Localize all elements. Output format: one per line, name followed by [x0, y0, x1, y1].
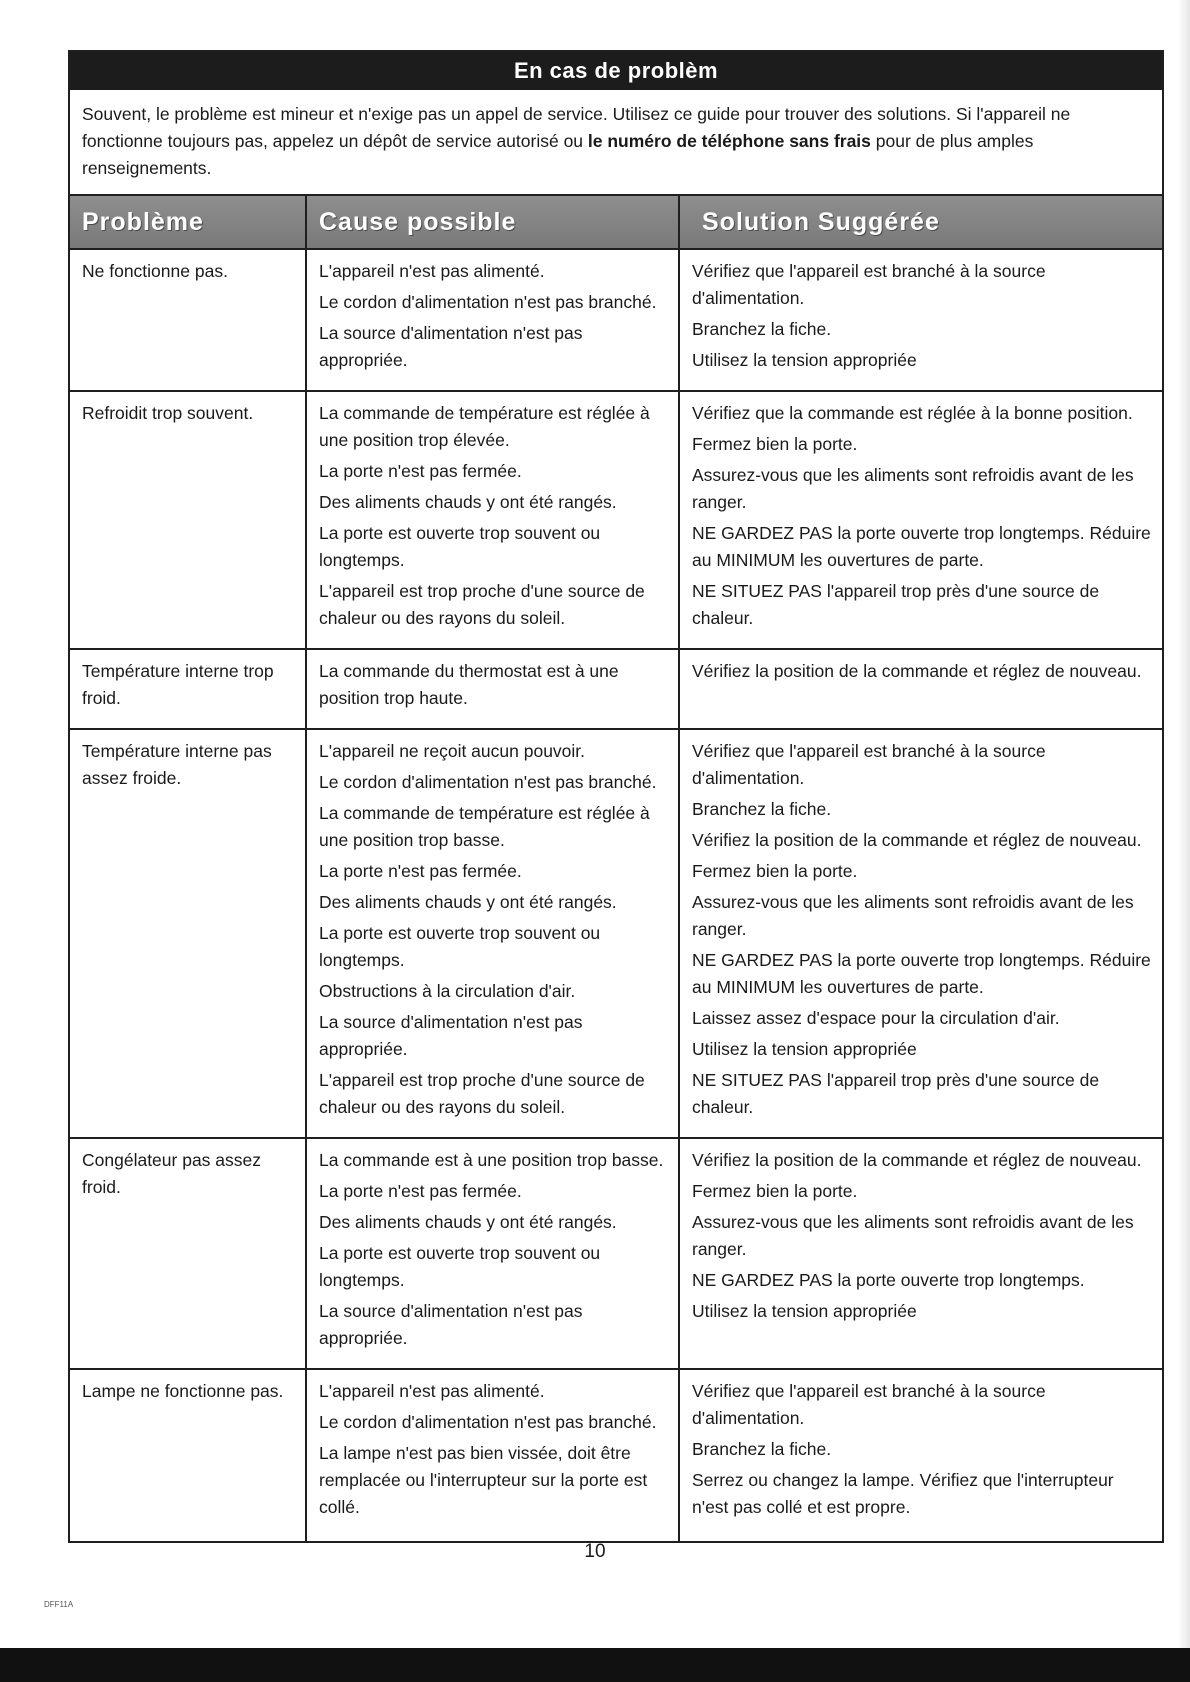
solution-item: Assurez-vous que les aliments sont refroidis avant de les ranger. — [692, 1212, 1134, 1259]
troubleshooting-panel — [68, 50, 1164, 1543]
solution-item: NE GARDEZ PAS la porte ouverte trop longtemps. Réduire au MINIMUM les ouvertures de parte. — [692, 523, 1151, 570]
solution-item: Serrez ou changez la lampe. Vérifiez que l'interrupteur n'est pas collé et est propre. — [692, 1470, 1114, 1517]
cause-item: La commande de température est réglée à une position trop élevée. — [319, 403, 650, 450]
solution-item: Fermez bien la porte. — [692, 1181, 858, 1201]
cause-item: Des aliments chauds y ont été rangés. — [319, 492, 617, 512]
intro-bold-phone: le numéro de téléphone sans frais — [587, 131, 871, 151]
cause-cell — [306, 729, 679, 1138]
cause-item: La porte est ouverte trop souvent ou longtemps. — [319, 1243, 601, 1290]
cause-item: Des aliments chauds y ont été rangés. — [319, 892, 617, 912]
solution-cell — [679, 249, 1162, 391]
table-header-row — [70, 196, 1162, 249]
solution-item: Vérifiez la position de la commande et réglez de nouveau. — [692, 1150, 1142, 1170]
table-row — [70, 649, 1162, 729]
cause-item: Le cordon d'alimentation n'est pas branché. — [319, 772, 657, 792]
document-code: DFF11A — [44, 1600, 74, 1609]
cause-item: L'appareil est trop proche d'une source de chaleur ou des rayons du soleil. — [319, 1070, 645, 1117]
solution-item: NE SITUEZ PAS l'appareil trop près d'une source de chaleur. — [692, 581, 1100, 628]
header-problem: Problème — [70, 196, 306, 249]
solution-item: Vérifiez que l'appareil est branché à la source d'alimentation. — [692, 1381, 1046, 1428]
problem-cell: Température interne trop froid. — [70, 649, 306, 729]
cause-item: L'appareil ne reçoit aucun pouvoir. — [319, 741, 586, 761]
cause-cell — [306, 1138, 679, 1369]
problem-cell: Température interne pas assez froide. — [70, 729, 306, 1138]
cause-item: La source d'alimentation n'est pas appropriée. — [319, 1301, 583, 1348]
solution-item: NE GARDEZ PAS la porte ouverte trop longtemps. Réduire au MINIMUM les ouvertures de parte. — [692, 950, 1151, 997]
solution-item: Utilisez la tension appropriée — [692, 1039, 917, 1059]
solution-item: Utilisez la tension appropriée — [692, 350, 917, 370]
solution-item: Vérifiez la position de la commande et réglez de nouveau. — [692, 661, 1142, 681]
cause-item: L'appareil est trop proche d'une source de chaleur ou des rayons du soleil. — [319, 581, 645, 628]
solution-item: Branchez la fiche. — [692, 799, 832, 819]
cause-item: Obstructions à la circulation d'air. — [319, 981, 576, 1001]
solution-item: Branchez la fiche. — [692, 1439, 832, 1459]
header-solution: Solution Suggérée — [679, 196, 1162, 249]
cause-cell — [306, 249, 679, 391]
table-row — [70, 249, 1162, 391]
cause-item: La porte est ouverte trop souvent ou longtemps. — [319, 523, 601, 570]
solution-item: Branchez la fiche. — [692, 319, 832, 339]
bottom-scan-band — [0, 1648, 1190, 1682]
scan-edge-shadow — [1178, 0, 1190, 1648]
solution-item: Vérifiez que l'appareil est branché à la source d'alimentation. — [692, 741, 1046, 788]
table-row — [70, 1369, 1162, 1541]
cause-cell — [306, 1369, 679, 1541]
solution-item: NE SITUEZ PAS l'appareil trop près d'une source de chaleur. — [692, 1070, 1100, 1117]
cause-item: Le cordon d'alimentation n'est pas branché. — [319, 1412, 657, 1432]
problem-cell: Ne fonctionne pas. — [70, 249, 306, 391]
cause-item: La porte n'est pas fermée. — [319, 1181, 522, 1201]
cause-item: La lampe n'est pas bien vissée, doit être remplacée ou l'interrupteur sur la porte est collé. — [319, 1443, 648, 1517]
header-cause: Cause possible — [306, 196, 679, 249]
solution-cell — [679, 391, 1162, 649]
cause-item: La commande du thermostat est à une position trop haute. — [319, 661, 619, 708]
table-row — [70, 729, 1162, 1138]
table-row — [70, 391, 1162, 649]
solution-item: Laissez assez d'espace pour la circulation d'air. — [692, 1008, 1060, 1028]
intro-text-after: pour de plus amples renseignements. — [82, 131, 1034, 178]
cause-cell — [306, 391, 679, 649]
cause-item: La porte n'est pas fermée. — [319, 861, 522, 881]
cause-item: La commande est à une position trop basse. — [319, 1150, 664, 1170]
problem-cell: Refroidit trop souvent. — [70, 391, 306, 649]
solution-item: Fermez bien la porte. — [692, 434, 858, 454]
cause-item: La porte n'est pas fermée. — [319, 461, 522, 481]
solution-item: Vérifiez que la commande est réglée à la bonne position. — [692, 403, 1133, 423]
troubleshooting-table — [70, 196, 1162, 1541]
page-title: En cas de problèm — [70, 52, 1162, 90]
problem-cell: Congélateur pas assez froid. — [70, 1138, 306, 1369]
solution-cell — [679, 1138, 1162, 1369]
solution-item: Fermez bien la porte. — [692, 861, 858, 881]
cause-item: La source d'alimentation n'est pas appropriée. — [319, 323, 583, 370]
solution-item: NE GARDEZ PAS la porte ouverte trop longtemps. — [692, 1270, 1085, 1290]
solution-item: Utilisez la tension appropriée — [692, 1301, 917, 1321]
cause-item: La commande de température est réglée à une position trop basse. — [319, 803, 650, 850]
problem-cell: Lampe ne fonctionne pas. — [70, 1369, 306, 1541]
intro-paragraph — [70, 90, 1162, 196]
cause-item: La source d'alimentation n'est pas appropriée. — [319, 1012, 583, 1059]
solution-item: Vérifiez que l'appareil est branché à la source d'alimentation. — [692, 261, 1046, 308]
cause-item: Des aliments chauds y ont été rangés. — [319, 1212, 617, 1232]
solution-item: Assurez-vous que les aliments sont refroidis avant de les ranger. — [692, 465, 1134, 512]
page-number: 10 — [584, 1541, 606, 1562]
cause-item: La porte est ouverte trop souvent ou longtemps. — [319, 923, 601, 970]
solution-cell — [679, 1369, 1162, 1541]
cause-item: L'appareil n'est pas alimenté. — [319, 261, 545, 281]
intro-text-before: Souvent, le problème est mineur et n'exige pas un appel de service. Utilisez ce guide pour trouver des solutions. Si l'appareil ne fonctionne toujours pas, appelez un dépôt de service autorisé ou — [82, 104, 1071, 151]
cause-item: Le cordon d'alimentation n'est pas branché. — [319, 292, 657, 312]
cause-cell — [306, 649, 679, 729]
table-row — [70, 1138, 1162, 1369]
solution-cell — [679, 729, 1162, 1138]
solution-item: Assurez-vous que les aliments sont refroidis avant de les ranger. — [692, 892, 1134, 939]
cause-item: L'appareil n'est pas alimenté. — [319, 1381, 545, 1401]
solution-item: Vérifiez la position de la commande et réglez de nouveau. — [692, 830, 1142, 850]
solution-cell — [679, 649, 1162, 729]
